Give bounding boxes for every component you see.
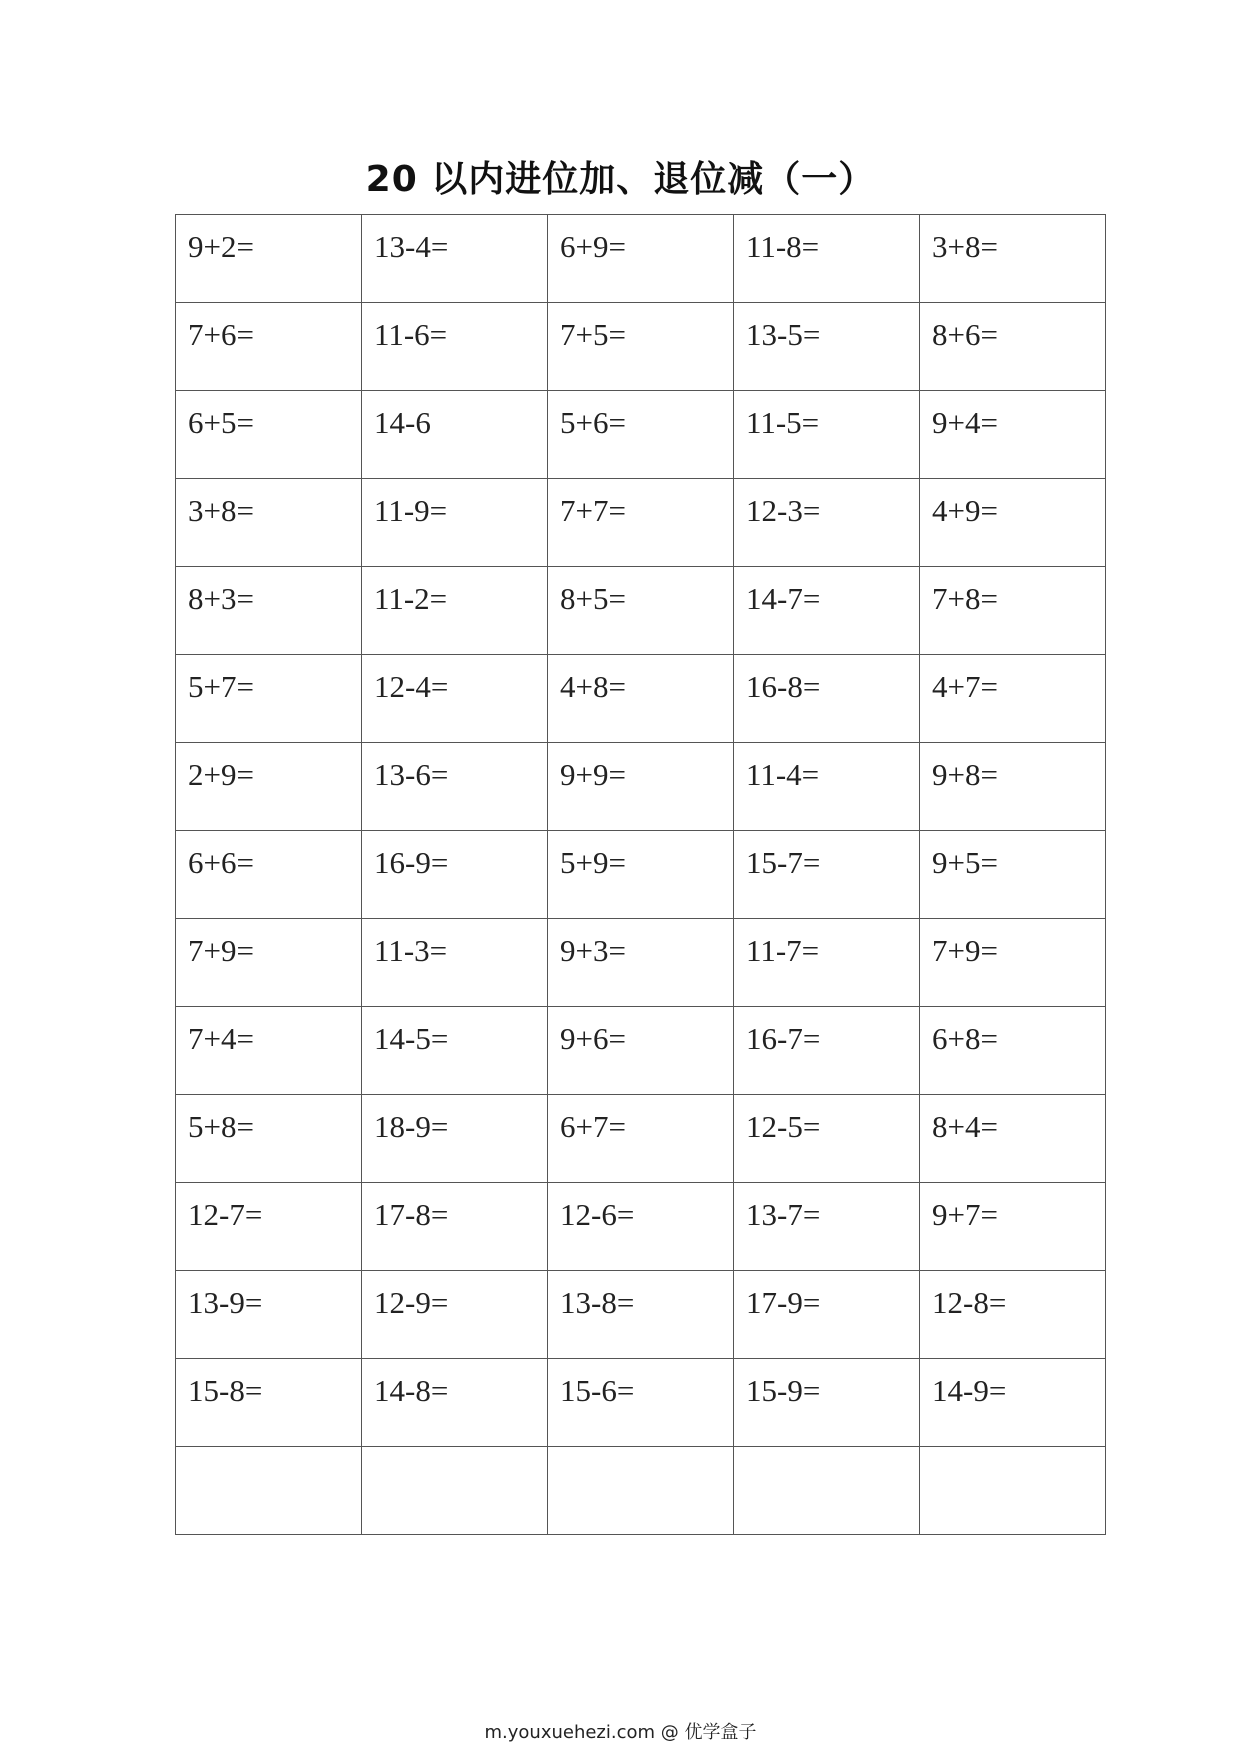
problem-text: 14-6	[374, 405, 431, 440]
problem-cell	[920, 215, 1106, 303]
problem-text	[932, 1447, 1105, 1463]
problem-cell	[548, 655, 734, 743]
table-row	[176, 1359, 1106, 1447]
problem-cell	[362, 1007, 548, 1095]
problem-cell	[362, 1359, 548, 1447]
table-row	[176, 1095, 1106, 1183]
problem-text: 5+8=	[188, 1109, 254, 1144]
problem-cell	[176, 919, 362, 1007]
problem-text: 14-8=	[374, 1373, 449, 1408]
problem-cell	[176, 655, 362, 743]
problem-cell	[734, 1271, 920, 1359]
problem-text: 9+8=	[932, 757, 998, 792]
problem-cell	[734, 391, 920, 479]
table-row	[176, 831, 1106, 919]
problem-text: 12-7=	[188, 1197, 263, 1232]
problem-cell	[548, 567, 734, 655]
problem-text: 7+9=	[188, 933, 254, 968]
table-row	[176, 655, 1106, 743]
problem-cell	[362, 831, 548, 919]
problem-text: 14-7=	[746, 581, 821, 616]
problem-cell	[920, 743, 1106, 831]
problem-text: 17-8=	[374, 1197, 449, 1232]
problem-text: 9+7=	[932, 1197, 998, 1232]
problem-cell	[176, 831, 362, 919]
problem-cell	[734, 1095, 920, 1183]
problem-cell	[176, 1447, 362, 1535]
problem-table	[175, 214, 1106, 1535]
problem-text: 15-6=	[560, 1373, 635, 1408]
problem-text: 15-7=	[746, 845, 821, 880]
table-row	[176, 1007, 1106, 1095]
problem-cell	[920, 479, 1106, 567]
problem-cell	[920, 391, 1106, 479]
table-row	[176, 1447, 1106, 1535]
problem-cell	[362, 1271, 548, 1359]
problem-text: 9+5=	[932, 845, 998, 880]
problem-cell	[176, 1271, 362, 1359]
problem-text: 17-9=	[746, 1285, 821, 1320]
problem-text: 12-6=	[560, 1197, 635, 1232]
problem-cell	[362, 919, 548, 1007]
problem-text: 6+6=	[188, 845, 254, 880]
problem-cell	[362, 303, 548, 391]
problem-text: 6+9=	[560, 229, 626, 264]
problem-cell	[362, 743, 548, 831]
problem-text: 7+7=	[560, 493, 626, 528]
problem-cell	[176, 1183, 362, 1271]
problem-cell	[362, 215, 548, 303]
problem-cell	[176, 567, 362, 655]
problem-text: 13-9=	[188, 1285, 263, 1320]
problem-cell	[734, 303, 920, 391]
problem-text: 6+7=	[560, 1109, 626, 1144]
table-row	[176, 1271, 1106, 1359]
problem-text: 8+5=	[560, 581, 626, 616]
table-row	[176, 743, 1106, 831]
problem-cell	[362, 1183, 548, 1271]
problem-cell	[176, 479, 362, 567]
problem-text: 11-9=	[374, 493, 448, 528]
problem-cell	[548, 1447, 734, 1535]
problem-text: 13-6=	[374, 757, 449, 792]
problem-text	[188, 1447, 361, 1463]
problem-cell	[920, 1183, 1106, 1271]
problem-text: 5+9=	[560, 845, 626, 880]
problem-text: 4+9=	[932, 493, 998, 528]
problem-text	[560, 1447, 733, 1463]
problem-cell	[734, 919, 920, 1007]
problem-text: 16-8=	[746, 669, 821, 704]
problem-cell	[734, 743, 920, 831]
table-row	[176, 479, 1106, 567]
problem-text: 7+5=	[560, 317, 626, 352]
problem-cell	[920, 1359, 1106, 1447]
problem-cell	[176, 743, 362, 831]
problem-cell	[362, 567, 548, 655]
problem-cell	[362, 655, 548, 743]
problem-text: 11-3=	[374, 933, 448, 968]
problem-text: 11-7=	[746, 933, 820, 968]
problem-cell	[548, 1183, 734, 1271]
problem-cell	[734, 1183, 920, 1271]
problem-text: 5+7=	[188, 669, 254, 704]
problem-cell	[548, 479, 734, 567]
problem-text: 15-8=	[188, 1373, 263, 1408]
problem-text: 8+6=	[932, 317, 998, 352]
page-footer: m.youxuehezi.com @ 优学盒子	[484, 1722, 757, 1743]
problem-cell	[920, 1447, 1106, 1535]
problem-text: 14-9=	[932, 1373, 1007, 1408]
problem-text: 4+8=	[560, 669, 626, 704]
problem-text: 18-9=	[374, 1109, 449, 1144]
problem-text: 9+3=	[560, 933, 626, 968]
problem-text: 11-5=	[746, 405, 820, 440]
problem-cell	[734, 1359, 920, 1447]
problem-text: 7+8=	[932, 581, 998, 616]
problem-text: 9+9=	[560, 757, 626, 792]
problem-text: 7+9=	[932, 933, 998, 968]
problem-cell	[734, 831, 920, 919]
problem-text: 7+4=	[188, 1021, 254, 1056]
problem-cell	[920, 1271, 1106, 1359]
problem-cell	[176, 1359, 362, 1447]
problem-cell	[734, 567, 920, 655]
problem-text: 9+4=	[932, 405, 998, 440]
problem-text: 11-2=	[374, 581, 448, 616]
problem-cell	[548, 1271, 734, 1359]
problem-text: 8+3=	[188, 581, 254, 616]
problem-text: 16-9=	[374, 845, 449, 880]
problem-text: 13-8=	[560, 1285, 635, 1320]
problem-cell	[734, 1007, 920, 1095]
page-title: 20 以内进位加、退位减（一）	[365, 159, 876, 200]
problem-cell	[362, 1447, 548, 1535]
problem-text: 2+9=	[188, 757, 254, 792]
problem-text: 3+8=	[188, 493, 254, 528]
problem-cell	[548, 1359, 734, 1447]
problem-text: 15-9=	[746, 1373, 821, 1408]
problem-text: 12-4=	[374, 669, 449, 704]
problem-cell	[548, 743, 734, 831]
problem-text: 6+8=	[932, 1021, 998, 1056]
problem-text: 13-5=	[746, 317, 821, 352]
problem-cell	[362, 391, 548, 479]
problem-cell	[548, 1007, 734, 1095]
problem-cell	[548, 831, 734, 919]
problem-cell	[362, 479, 548, 567]
problem-cell	[548, 1095, 734, 1183]
problem-cell	[548, 303, 734, 391]
problem-cell	[362, 1095, 548, 1183]
problem-text: 9+6=	[560, 1021, 626, 1056]
problem-cell	[920, 567, 1106, 655]
problem-text: 7+6=	[188, 317, 254, 352]
problem-text: 12-3=	[746, 493, 821, 528]
table-row	[176, 391, 1106, 479]
problem-cell	[920, 919, 1106, 1007]
problem-cell	[548, 215, 734, 303]
problem-cell	[734, 479, 920, 567]
problem-text: 11-6=	[374, 317, 448, 352]
problem-text	[374, 1447, 547, 1463]
problem-text: 12-9=	[374, 1285, 449, 1320]
problem-cell	[920, 303, 1106, 391]
problem-cell	[176, 1007, 362, 1095]
problem-cell	[548, 391, 734, 479]
problem-cell	[734, 215, 920, 303]
problem-text: 16-7=	[746, 1021, 821, 1056]
table-row	[176, 1183, 1106, 1271]
problem-text: 4+7=	[932, 669, 998, 704]
problem-cell	[920, 1095, 1106, 1183]
problem-text: 11-8=	[746, 229, 820, 264]
problem-cell	[920, 1007, 1106, 1095]
problem-text: 12-8=	[932, 1285, 1007, 1320]
problem-cell	[176, 215, 362, 303]
problem-text: 8+4=	[932, 1109, 998, 1144]
problem-cell	[176, 1095, 362, 1183]
problem-cell	[176, 303, 362, 391]
problem-cell	[548, 919, 734, 1007]
problem-cell	[734, 1447, 920, 1535]
problem-cell	[920, 831, 1106, 919]
problem-text: 13-4=	[374, 229, 449, 264]
table-row	[176, 215, 1106, 303]
table-row	[176, 919, 1106, 1007]
problem-text: 3+8=	[932, 229, 998, 264]
problem-text: 5+6=	[560, 405, 626, 440]
table-row	[176, 303, 1106, 391]
problem-text: 12-5=	[746, 1109, 821, 1144]
problem-cell	[176, 391, 362, 479]
problem-cell	[920, 655, 1106, 743]
problem-text: 14-5=	[374, 1021, 449, 1056]
problem-text: 9+2=	[188, 229, 254, 264]
table-row	[176, 567, 1106, 655]
problem-text: 11-4=	[746, 757, 820, 792]
problem-text: 13-7=	[746, 1197, 821, 1232]
problem-text: 6+5=	[188, 405, 254, 440]
problem-text	[746, 1447, 919, 1463]
problem-cell	[734, 655, 920, 743]
